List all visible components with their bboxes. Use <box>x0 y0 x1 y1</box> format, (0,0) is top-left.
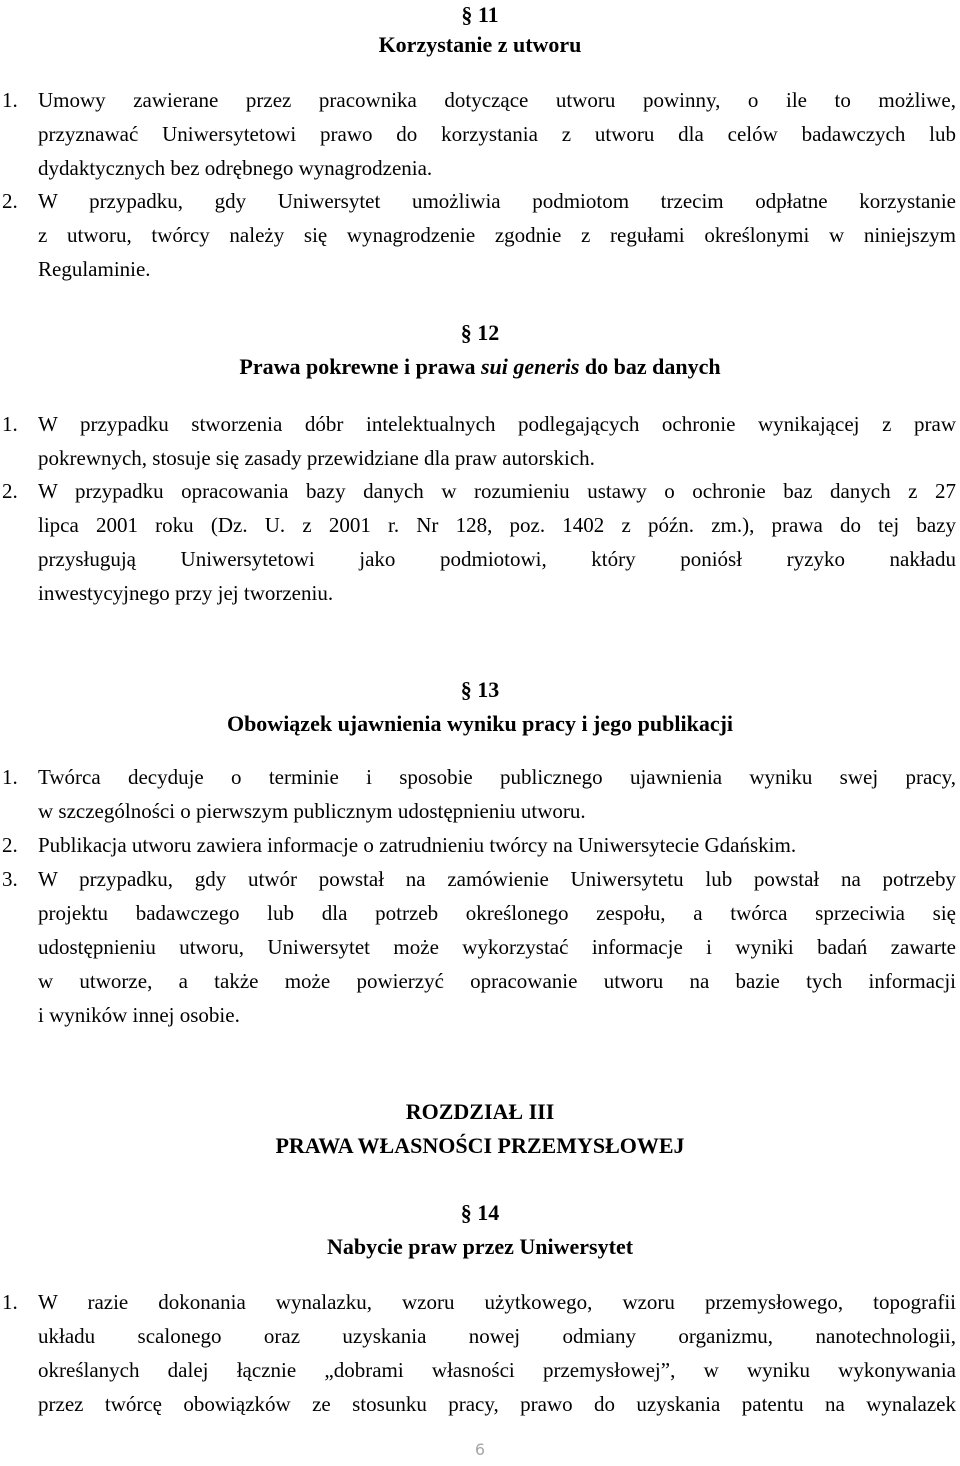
para-line: przysługują Uniwersytetowi jako podmiotowi, który poniósł ryzyko nakładu <box>38 547 956 571</box>
item-number: 1. <box>2 1290 18 1314</box>
para-line: 1. W przypadku stworzenia dóbr intelektualnych podlegających ochronie wynikającej z praw <box>2 408 956 442</box>
para-line: projektu badawczego lub dla potrzeb określonego zespołu, a twórca sprzeciwia się <box>38 901 956 925</box>
section-11-title: Korzystanie z utworu <box>378 32 582 57</box>
para-line: inwestycyjnego przy jej tworzeniu. <box>38 581 334 605</box>
para-line: i wyników innej osobie. <box>38 1003 240 1027</box>
section-14-number: § 14 <box>460 1200 500 1225</box>
item-number: 1. <box>2 88 18 112</box>
section-11-item-1 <box>2 84 956 186</box>
para-line: 3. W przypadku, gdy utwór powstał na zamówienie Uniwersytetu lub powstał na potrzeby <box>2 863 956 897</box>
para-line: przyznawać Uniwersytetowi prawo do korzystania z utworu dla celów badawczych lub <box>38 122 956 146</box>
para-line: określanych dalej łącznie „dobrami własności przemysłowej”, w wyniku wykonywania <box>38 1358 956 1382</box>
para-line: przez twórcę obowiązków ze stosunku pracy, prawo do uzyskania patentu na wynalazek <box>38 1392 956 1416</box>
section-13-item-1 <box>2 761 956 829</box>
section-14-title: Nabycie praw przez Uniwersytet <box>326 1234 634 1259</box>
item-number: 1. <box>2 412 18 436</box>
page-number: 6 <box>474 1440 486 1459</box>
para-line: układu scalonego oraz uzyskania nowej odmiany organizmu, nanotechnologii, <box>38 1324 956 1348</box>
para-line: 2. W przypadku, gdy Uniwersytet umożliwia podmiotom trzecim odpłatne korzystanie <box>2 185 956 219</box>
section-11-item-2 <box>2 185 956 287</box>
item-number: 2. <box>2 833 18 857</box>
section-13-item-2 <box>2 829 956 863</box>
section-12-title: Prawa pokrewne i prawa sui generis do baz danych <box>239 354 721 379</box>
section-14-item-1 <box>2 1286 956 1422</box>
section-12-item-1 <box>2 408 956 476</box>
para-line: w utworze, a także może powierzyć opracowanie utworu na bazie tych informacji <box>38 969 956 993</box>
para-line: pokrewnych, stosuje się zasady przewidziane dla praw autorskich. <box>38 446 595 470</box>
para-line: z utworu, twórcy należy się wynagrodzenie zgodnie z regułami określonymi w niniejszym <box>38 223 956 247</box>
section-13-title: Obowiązek ujawnienia wyniku pracy i jego publikacji <box>226 711 734 736</box>
para-line: 2. W przypadku opracowania bazy danych w rozumieniu ustawy o ochronie baz danych z 27 <box>2 475 956 509</box>
para-line: 1. Umowy zawierane przez pracownika dotyczące utworu powinny, o ile to możliwe, <box>2 84 956 118</box>
item-number: 3. <box>2 867 18 891</box>
section-11-number: § 11 <box>461 2 499 27</box>
chapter-title: PRAWA WŁASNOŚCI PRZEMYSŁOWEJ <box>275 1133 685 1158</box>
section-12-number: § 12 <box>460 320 500 345</box>
para-line: udostępnieniu utworu, Uniwersytet może wykorzystać informacje i wyniki badań zawarte <box>38 935 956 959</box>
para-line: 2. Publikacja utworu zawiera informacje o zatrudnieniu twórcy na Uniwersytecie Gdańskim. <box>2 829 956 863</box>
chapter-number: ROZDZIAŁ III <box>405 1099 555 1124</box>
para-line: lipca 2001 roku (Dz. U. z 2001 r. Nr 128, poz. 1402 z późn. zm.), prawa do tej bazy <box>38 513 956 537</box>
para-line: 1. Twórca decyduje o terminie i sposobie publicznego ujawnienia wyniku swej pracy, <box>2 761 956 795</box>
para-line: dydaktycznych bez odrębnego wynagrodzenia. <box>38 156 433 180</box>
section-13-number: § 13 <box>460 677 500 702</box>
section-13-item-3 <box>2 863 956 1033</box>
para-line: Regulaminie. <box>38 257 151 281</box>
item-number: 2. <box>2 189 18 213</box>
item-number: 2. <box>2 479 18 503</box>
para-line: 1. W razie dokonania wynalazku, wzoru użytkowego, wzoru przemysłowego, topografii <box>2 1286 956 1320</box>
para-line: w szczególności o pierwszym publicznym udostępnieniu utworu. <box>38 799 586 823</box>
section-12-item-2 <box>2 475 956 611</box>
item-number: 1. <box>2 765 18 789</box>
